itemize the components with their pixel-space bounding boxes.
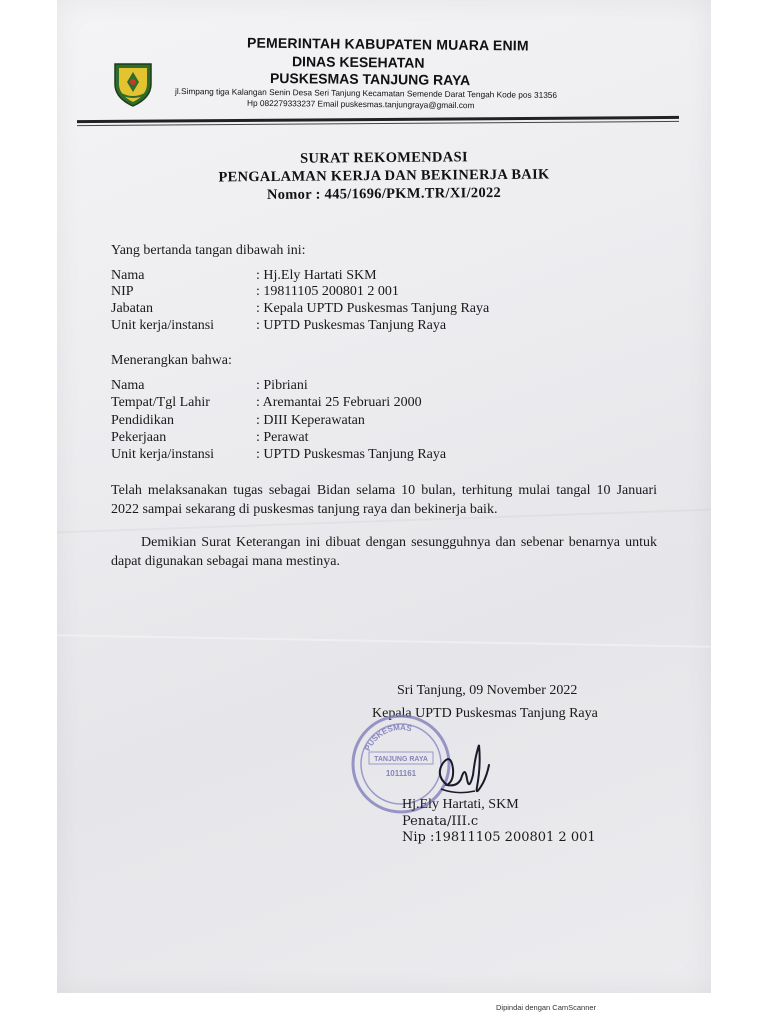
- letterhead-department: DINAS KESEHATAN: [291, 53, 425, 71]
- field-value: : Aremantai 25 Februari 2000: [256, 395, 422, 410]
- field-label: Tempat/Tgl Lahir: [111, 395, 210, 410]
- field-row: [111, 318, 671, 335]
- field-label: Nama: [111, 378, 145, 393]
- stamp-text-top: PUSKESMAS: [362, 722, 413, 753]
- letter-title: SURAT REKOMENDASI: [300, 149, 468, 167]
- paper-crease: [57, 634, 711, 647]
- field-row: [111, 447, 671, 464]
- regency-crest-icon: [109, 60, 157, 108]
- field-label: Jabatan: [111, 301, 153, 316]
- stamp-text-mid: TANJUNG RAYA: [374, 756, 428, 763]
- body-paragraph-1: Telah melaksanakan tugas sebagai Bidan selama 10 bulan, terhitung mulai tangal 10 Januari 2022 sampai sekarang di puskesmas tanjung raya dan bekinerja baik.: [111, 483, 657, 517]
- field-value: : UPTD Puskesmas Tanjung Raya: [256, 447, 447, 462]
- signer-intro: Yang bertanda tangan dibawah ini:: [111, 243, 306, 258]
- signer-name: Hj.Ely Hartati, SKM: [402, 797, 519, 812]
- field-row: [111, 284, 671, 301]
- field-label: Nama: [111, 268, 145, 283]
- field-label: Unit kerja/instansi: [111, 318, 215, 333]
- letterhead-contact: Hp 082279333237 Email puskesmas.tanjungraya@gmail.com: [246, 97, 475, 111]
- field-label: Pendidikan: [111, 413, 174, 428]
- stamp-text-num: 1011161: [385, 769, 417, 778]
- handwritten-signature: [427, 735, 507, 805]
- field-value: : Pibriani: [256, 378, 308, 393]
- signer-position: Kepala UPTD Puskesmas Tanjung Raya: [372, 706, 598, 721]
- field-row: [111, 395, 671, 412]
- field-value: : Perawat: [256, 430, 309, 445]
- field-row: [111, 413, 671, 430]
- place-date: Sri Tanjung, 09 November 2022: [397, 683, 578, 698]
- letterhead-address: jl.Simpang tiga Kalangan Senin Desa Seri Tanjung Kecamatan Semende Darat Tengah Kode pos 31356: [174, 85, 558, 101]
- field-value: : 19811105 200801 2 001: [256, 284, 399, 299]
- scanner-credit: Dipindai dengan CamScanner: [496, 1003, 597, 1012]
- field-value: : UPTD Puskesmas Tanjung Raya: [256, 318, 447, 333]
- field-label: Unit kerja/instansi: [111, 447, 215, 462]
- subject-intro: Menerangkan bahwa:: [111, 353, 232, 368]
- field-value: : Hj.Ely Hartati SKM: [256, 268, 377, 283]
- scanned-letter-page: [57, 0, 711, 993]
- body-paragraph-2: Demikian Surat Keterangan ini dibuat dengan sesungguhnya dan sebenar benarnya untuk dapat digunakan sebagai mana mestinya.: [111, 535, 657, 569]
- field-label: Pekerjaan: [111, 430, 167, 445]
- signer-nip: Nip :19811105 200801 2 001: [402, 830, 596, 845]
- field-row: [111, 430, 671, 447]
- letter-number: Nomor : 445/1696/PKM.TR/XI/2022: [266, 184, 502, 204]
- field-row: [111, 268, 671, 285]
- letter-subtitle: PENGALAMAN KERJA DAN BEKINERJA BAIK: [218, 166, 550, 186]
- field-value: : Kepala UPTD Puskesmas Tanjung Raya: [256, 301, 490, 316]
- field-value: : DIII Keperawatan: [256, 413, 365, 428]
- field-row: [111, 378, 671, 395]
- letterhead-government: PEMERINTAH KABUPATEN MUARA ENIM: [246, 34, 529, 54]
- field-row: [111, 301, 671, 318]
- signer-rank: Penata/III.c: [402, 814, 479, 829]
- field-label: NIP: [111, 284, 134, 299]
- letterhead-institution: PUSKESMAS TANJUNG RAYA: [269, 69, 471, 89]
